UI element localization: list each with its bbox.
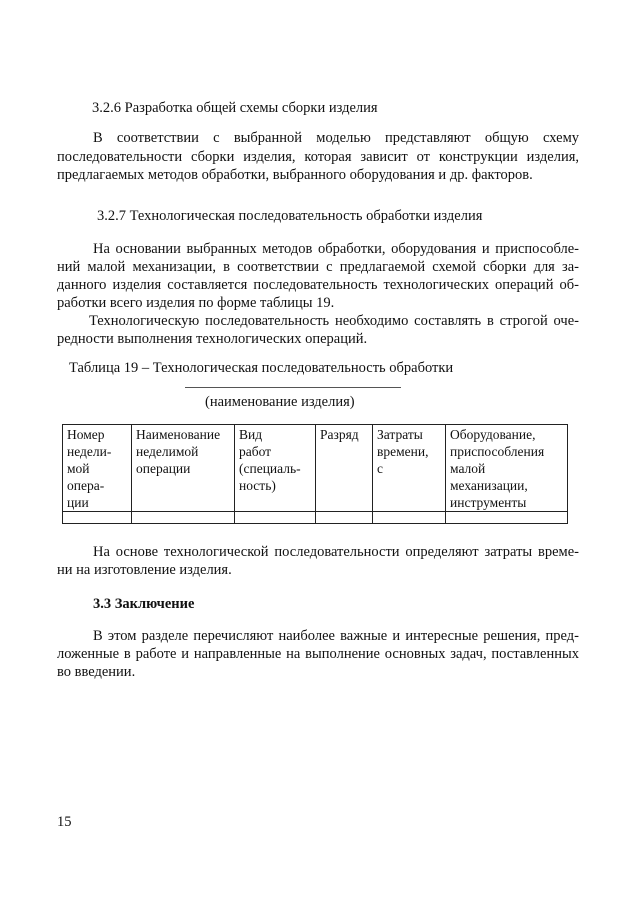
col-equipment [446, 425, 568, 512]
product-name-sublabel: (наименование изделия) [205, 394, 355, 410]
paragraph-line: На основе технологической последовательности определяют затраты време- [93, 544, 579, 560]
paragraph-line: ний малой механизации, в соответствии с предлагаемой схемой сборки для за- [57, 259, 579, 275]
table-cell [63, 512, 132, 524]
header-text: опера- [67, 478, 105, 493]
table-caption: Таблица 19 – Технологическая последовательность обработки [69, 360, 454, 376]
col-operation-name [132, 425, 235, 512]
paragraph-line: ложенные в работе и направленные на выполнение основных задач, поставленных [57, 646, 579, 662]
header-text: Номер [67, 427, 105, 442]
header-text: инструменты [450, 495, 527, 510]
table-header-row [63, 425, 568, 512]
col-work-type [235, 425, 316, 512]
col-operation-number [63, 425, 132, 512]
section-heading-3-2-7: 3.2.7 Технологическая последовательность обработки изделия [97, 208, 483, 224]
paragraph-line: данного изделия составляется последовательность технологических операций об- [57, 277, 579, 293]
paragraph-line: последовательности сборки изделия, которая зависит от конструкции изделия, [57, 149, 579, 165]
header-text: с [377, 461, 383, 476]
header-text: ность) [239, 478, 276, 493]
header-text: мой [67, 461, 90, 476]
product-name-rule [185, 387, 401, 388]
table-cell [316, 512, 373, 524]
header-text: Оборудование, [450, 427, 536, 442]
header-text: Затраты [377, 427, 423, 442]
header-text: времени, [377, 444, 429, 459]
paragraph-line: редности выполнения технологических операций. [57, 331, 368, 347]
paragraph-line: Технологическую последовательность необходимо составлять в строгой оче- [89, 313, 579, 329]
paragraph-line: На основании выбранных методов обработки, оборудования и приспособле- [93, 241, 579, 257]
col-grade [316, 425, 373, 512]
header-text: ции [67, 495, 89, 510]
table-empty-row [63, 512, 568, 524]
paragraph-line: ни на изготовление изделия. [57, 562, 232, 578]
table-cell [235, 512, 316, 524]
paragraph-line: работки всего изделия по форме таблицы 19. [57, 295, 335, 311]
section-heading-3-2-6: 3.2.6 Разработка общей схемы сборки изделия [92, 100, 378, 116]
section-heading-3-3: 3.3 Заключение [93, 596, 195, 612]
header-text: приспособления [450, 444, 545, 459]
table-cell [373, 512, 446, 524]
paragraph-line: В этом разделе перечисляют наиболее важные и интересные решения, пред- [93, 628, 579, 644]
header-text: Наименование [136, 427, 221, 442]
header-text: Вид [239, 427, 263, 442]
header-text: работ [239, 444, 272, 459]
paragraph-line: предлагаемых методов обработки, выбранного оборудования и др. факторов. [57, 167, 533, 183]
col-time-cost [373, 425, 446, 512]
table-cell [132, 512, 235, 524]
header-text: механизации, [450, 478, 528, 493]
table-cell [446, 512, 568, 524]
header-text: малой [450, 461, 486, 476]
paragraph-line: во введении. [57, 664, 136, 680]
header-text: (специаль- [239, 461, 301, 476]
header-text: Разряд [320, 427, 359, 442]
header-text: недели- [67, 444, 112, 459]
page-number: 15 [57, 814, 72, 830]
paragraph-line: В соответствии с выбранной моделью представляют общую схему [93, 130, 579, 146]
operations-table [62, 424, 568, 524]
header-text: неделимой [136, 444, 199, 459]
header-text: операции [136, 461, 191, 476]
